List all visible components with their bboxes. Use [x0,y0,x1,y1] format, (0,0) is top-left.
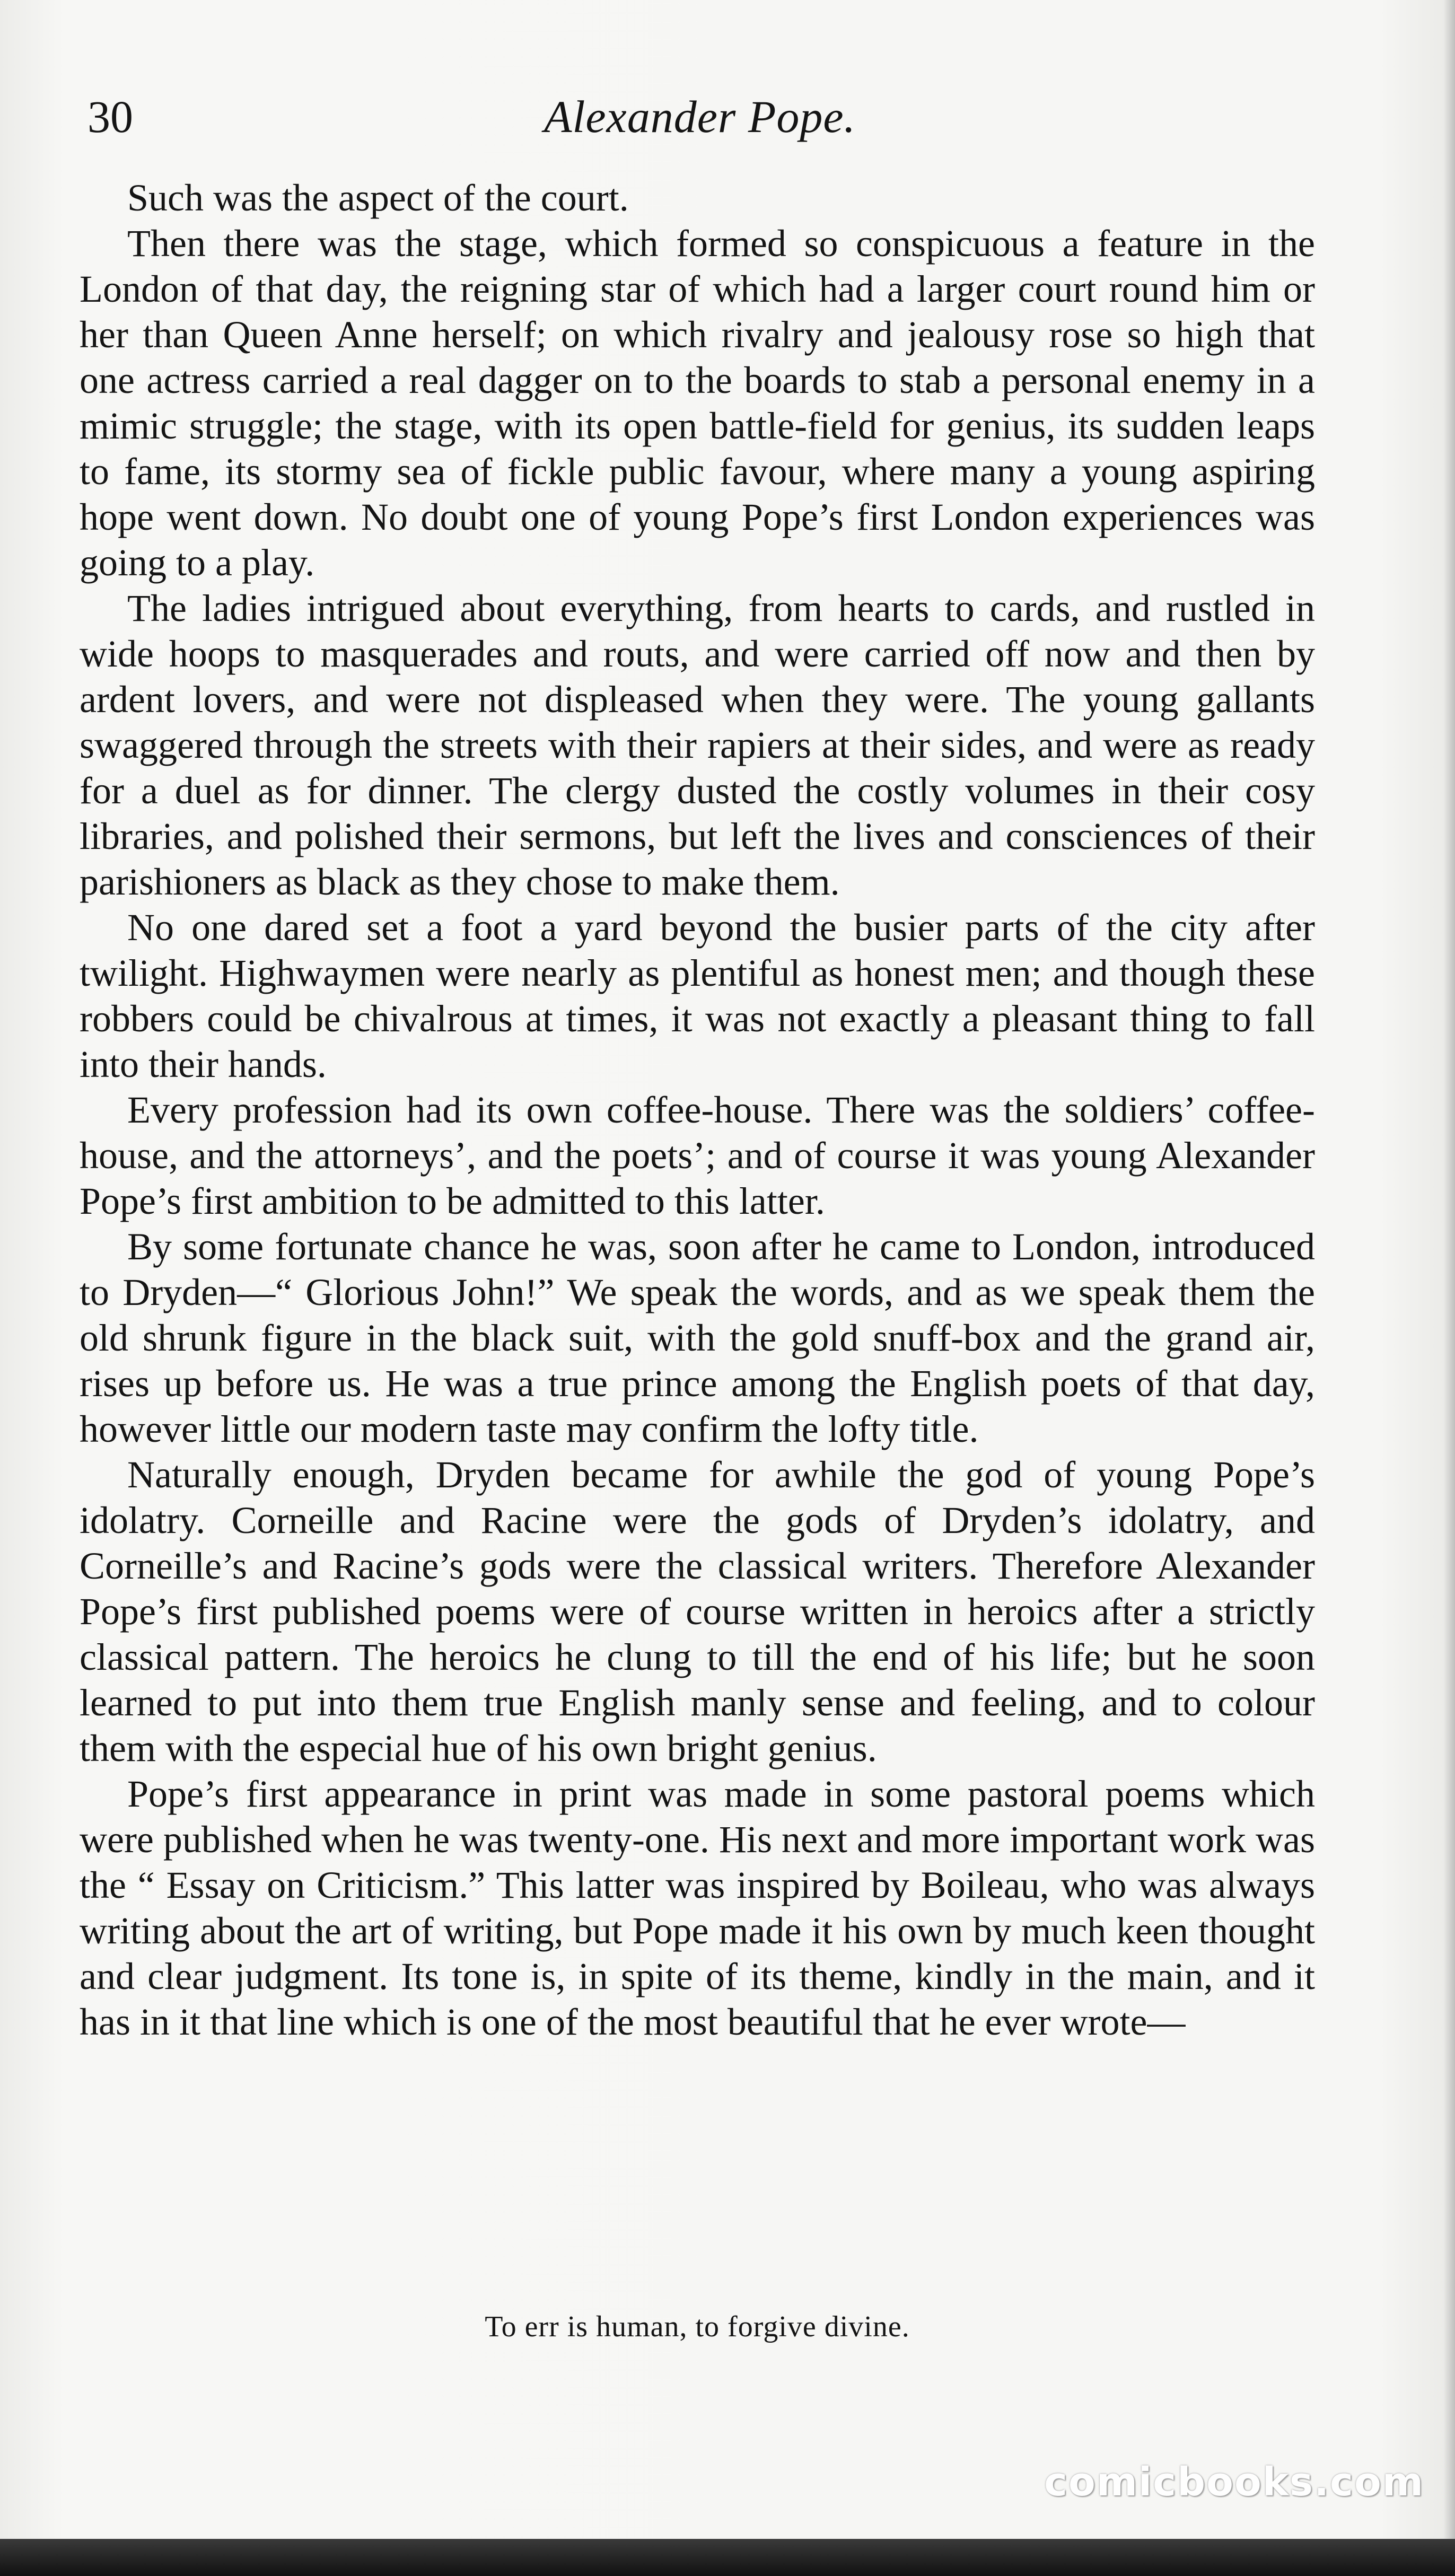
paragraph-stage: Then there was the stage, which formed so conspicuous a feature in the London of that day, the reigning star of which had a larger court round him or her than Queen Anne herself; on which rivalry and jealousy rose so high that one actress carried a real dagger on to the boards to stab a personal enemy in a mimic struggle; the stage, with its open battle-field for genius, its sudden leaps to fame, its stormy sea of fickle public favour, where many a young aspiring hope went down. No doubt one of young Pope’s first London experiences was going to a play. [80,222,1315,584]
quoted-line: To err is human, to forgive divine. [485,2310,910,2343]
page-number: 30 [87,91,133,142]
page-header [87,85,1312,148]
page-edge-shadow [1443,0,1455,2576]
paragraph-first-appearance: Pope’s first appearance in print was made in some pastoral poems which were published when he was twenty-one. His next and more important work was the “ Essay on Criticism.” This latter was inspired by Boileau, who was always writing about the art of writing, but Pope made it his own by much keen thought and clear judgment. Its tone is, in spite of its theme, kindly in the main, and it has in it that line which is one of the most beautiful that he ever wrote— [80,1773,1315,2043]
paragraph-highwaymen: No one dared set a foot a yard beyond the busier parts of the city after twilight. Highwaymen were nearly as plentiful as honest men; and though these robbers could be chivalrous at times, it was not exactly a pleasant thing to fall into their hands. [80,906,1315,1085]
paragraph-idolatry: Naturally enough, Dryden became for awhile the god of young Pope’s idolatry. Corneille and Racine were the gods of Dryden’s idolatry, and Corneille’s and Racine’s gods were the classical writers. Therefore Alexander Pope’s first published poems were of course written in heroics after a strictly classical pattern. The heroics he clung to till the end of his life; but he soon learned to put into them true English manly sense and feeling, and to colour them with the especial hue of his own bright genius. [80,1453,1315,1769]
body-text [80,175,1315,2045]
paragraph-court: Such was the aspect of the court. [127,177,629,219]
paragraph-ladies: The ladies intrigued about everything, from hearts to cards, and rustled in wide hoops to masquerades and routs, and were carried off now and then by ardent lovers, and were not displeased when they were. The young gallants swaggered through the streets with their rapiers at their sides, and were as ready for a duel as for dinner. The clergy dusted the costly volumes in their cosy libraries, and polished their sermons, but left the lives and consciences of their parishioners as black as they chose to make them. [80,587,1315,903]
running-title: Alexander Pope. [544,91,856,142]
paragraph-coffee-house: Every profession had its own coffee-house. There was the soldiers’ coffee-house, and the attorneys’, and the poets’; and of course it was young Alexander Pope’s first ambition to be admitted to this latter. [80,1089,1315,1222]
scan-bottom-edge [0,2539,1455,2576]
watermark: comicbooks.com [1044,2459,1424,2505]
paragraph-dryden: By some fortunate chance he was, soon after he came to London, introduced to Dryden—“ Glorious John!” We speak the words, and as we speak them the old shrunk figure in the black suit, with the gold snuff-box and the grand air, rises up before us. He was a true prince among the English poets of that day, however little our modern taste may confirm the lofty title. [80,1225,1315,1450]
